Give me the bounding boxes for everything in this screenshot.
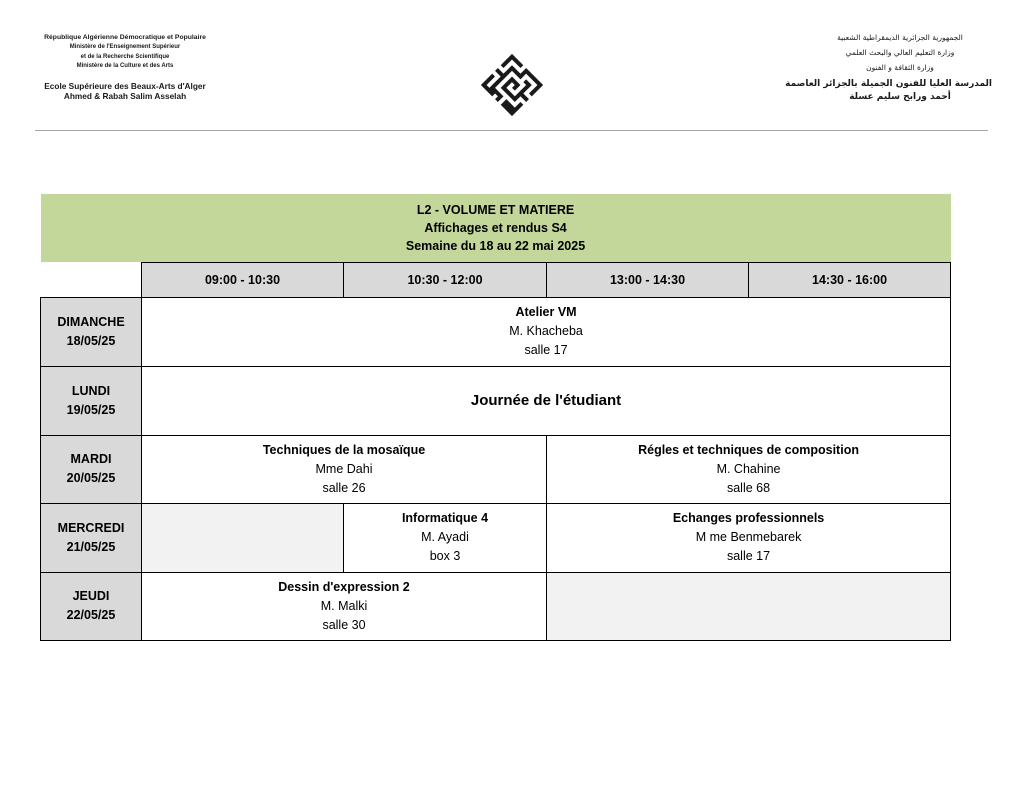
session-cell: [142, 297, 951, 366]
session-cell: [547, 503, 951, 572]
session-cell: [142, 572, 547, 640]
day-row-monday: [41, 366, 951, 435]
school-patrons-ar: أحمد ورابح سليم عسلة: [849, 92, 951, 102]
schedule-title: L2 - VOLUME ET MATIERE: [416, 202, 575, 217]
time-slot-header: 13:00 - 14:30: [547, 262, 749, 297]
event-cell: [142, 366, 951, 435]
day-label: [41, 503, 142, 572]
session-teacher: M. Malki: [320, 598, 368, 613]
letterhead-right: [785, 30, 992, 104]
time-slot-header: 10:30 - 12:00: [344, 262, 547, 297]
corner-cell: [41, 262, 142, 297]
session-course: Techniques de la mosaïque: [262, 442, 426, 457]
time-slot-header: 14:30 - 16:00: [749, 262, 951, 297]
header-divider: [35, 130, 988, 131]
day-name: JEUDI: [72, 589, 110, 603]
day-label: [41, 297, 142, 366]
ministry-culture-fr: Ministère de la Culture et des Arts: [76, 63, 174, 69]
day-date: 21/05/25: [66, 539, 116, 554]
session-room: box 3: [429, 549, 461, 563]
session-teacher: M me Benmebarek: [695, 530, 802, 544]
session-room: salle 30: [322, 617, 366, 632]
day-row-thursday: [41, 572, 951, 640]
school-name-fr: Ecole Supérieure des Beaux-Arts d'Alger: [44, 81, 206, 91]
school-patrons-fr: Ahmed & Rabah Salim Asselah: [63, 91, 187, 101]
time-slot-header-row: [41, 262, 951, 297]
session-teacher: M. Chahine: [716, 461, 781, 476]
session-course: Echanges professionnels: [672, 511, 825, 525]
event-title: Journée de l'étudiant: [470, 392, 622, 409]
session-room: salle 17: [524, 343, 568, 357]
school-logo-icon: [479, 52, 545, 118]
day-name: DIMANCHE: [57, 314, 125, 329]
schedule-title-row: [41, 194, 951, 262]
schedule-title-band: [41, 194, 951, 262]
empty-slot-cell: [142, 503, 344, 572]
session-teacher: Mme Dahi: [315, 461, 373, 476]
ministry-higher-ed-ar: وزارة التعليم العالي والبحث العلمي: [845, 48, 955, 57]
day-label: [41, 366, 142, 435]
day-row-tuesday: [41, 435, 951, 503]
session-course: Dessin d'expression 2: [278, 579, 410, 594]
schedule-subtitle: Affichages et rendus S4: [424, 220, 567, 235]
session-course: Atelier VM: [515, 305, 577, 319]
ministry-culture-ar: وزارة الثقافة و الفنون: [866, 63, 934, 72]
day-name: MERCREDI: [57, 520, 125, 535]
day-date: 19/05/25: [66, 402, 116, 417]
session-teacher: M. Ayadi: [421, 530, 469, 544]
time-slot-header: 09:00 - 10:30: [142, 262, 344, 297]
day-name: LUNDI: [71, 383, 111, 398]
ministry-research-fr: et de la Recherche Scientifique: [80, 53, 170, 60]
day-label: [41, 572, 142, 640]
day-label: [41, 435, 142, 503]
session-cell: [344, 503, 547, 572]
session-room: salle 68: [726, 480, 771, 495]
empty-slot-cell: [547, 572, 951, 640]
session-course: Régles et techniques de composition: [638, 442, 859, 457]
day-date: 22/05/25: [66, 608, 116, 622]
day-row-sunday: [41, 297, 951, 366]
school-name-ar: المدرسة العليا للفنون الجميلة بالجزائر العاصمة: [785, 79, 992, 89]
ministry-higher-ed-fr: Ministère de l'Enseignement Supérieur: [69, 44, 181, 50]
day-date: 18/05/25: [66, 333, 116, 348]
republic-name-ar: الجمهورية الجزائرية الديمقراطية الشعبية: [837, 33, 963, 42]
logo-kufic-shape: [481, 54, 543, 116]
session-cell: [547, 435, 951, 503]
session-room: salle 17: [726, 549, 771, 563]
letterhead-left: [35, 33, 215, 101]
republic-name-fr: République Algérienne Démocratique et Populaire: [44, 34, 206, 41]
session-course: Informatique 4: [401, 511, 489, 525]
schedule-week: Semaine du 18 au 22 mai 2025: [405, 238, 586, 253]
day-row-wednesday: [41, 503, 951, 572]
day-name: MARDI: [70, 452, 112, 466]
schedule-table: [40, 194, 951, 641]
session-teacher: M. Khacheba: [509, 324, 583, 338]
session-cell: [142, 435, 547, 503]
day-date: 20/05/25: [66, 471, 116, 485]
session-room: salle 26: [322, 480, 366, 495]
